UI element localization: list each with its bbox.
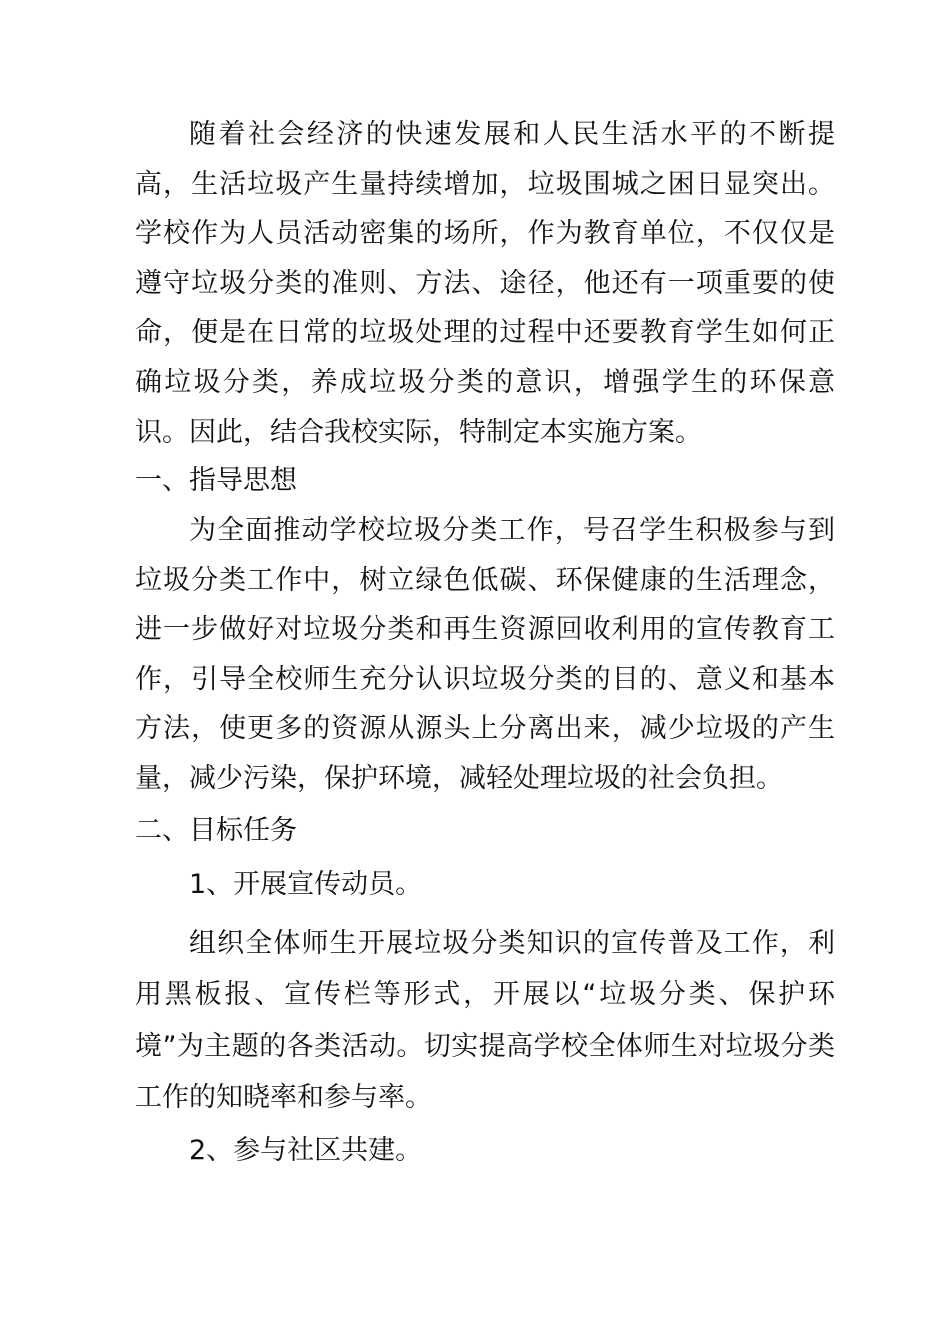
intro-paragraph-block <box>135 110 835 457</box>
item2-title: 2、参与社区共建。 <box>189 1135 423 1166</box>
section1-paragraph-block <box>135 506 835 804</box>
item1-paragraph-block <box>135 918 835 1123</box>
item1-title: 1、开展宣传动员。 <box>189 869 423 900</box>
section1-heading-block <box>135 456 835 506</box>
item1-title-block <box>135 860 835 910</box>
item2-title-block <box>135 1126 835 1176</box>
intro-paragraph: 随着社会经济的快速发展和人民生活水平的不断提高，生活垃圾产生量持续增加，垃圾围城之困日显突出。学校作为人员活动密集的场所，作为教育单位，不仅仅是遵守垃圾分类的准则、方法、途径，他还有一项重要的使命，便是在日常的垃圾处理的过程中还要教育学生如何正确垃圾分类，养成垃圾分类的意识，增强学生的环保意识。因此，结合我校实际，特制定本实施方案。 <box>135 119 835 448</box>
section1-heading: 一、指导思想 <box>135 465 297 496</box>
section2-heading: 二、目标任务 <box>135 815 297 846</box>
section2-heading-block <box>135 806 835 856</box>
section1-paragraph: 为全面推动学校垃圾分类工作，号召学生积极参与到垃圾分类工作中，树立绿色低碳、环保健康的生活理念，进一步做好对垃圾分类和再生资源回收利用的宣传教育工作，引导全校师生充分认识垃圾分类的目的、意义和基本方法，使更多的资源从源头上分离出来，减少垃圾的产生量，减少污染，保护环境，减轻处理垃圾的社会负担。 <box>135 515 835 794</box>
item1-paragraph: 组织全体师生开展垃圾分类知识的宣传普及工作，利用黑板报、宣传栏等形式，开展以“垃圾分类、保护环境”为主题的各类活动。切实提高学校全体师生对垃圾分类工作的知晓率和参与率。 <box>135 928 835 1113</box>
